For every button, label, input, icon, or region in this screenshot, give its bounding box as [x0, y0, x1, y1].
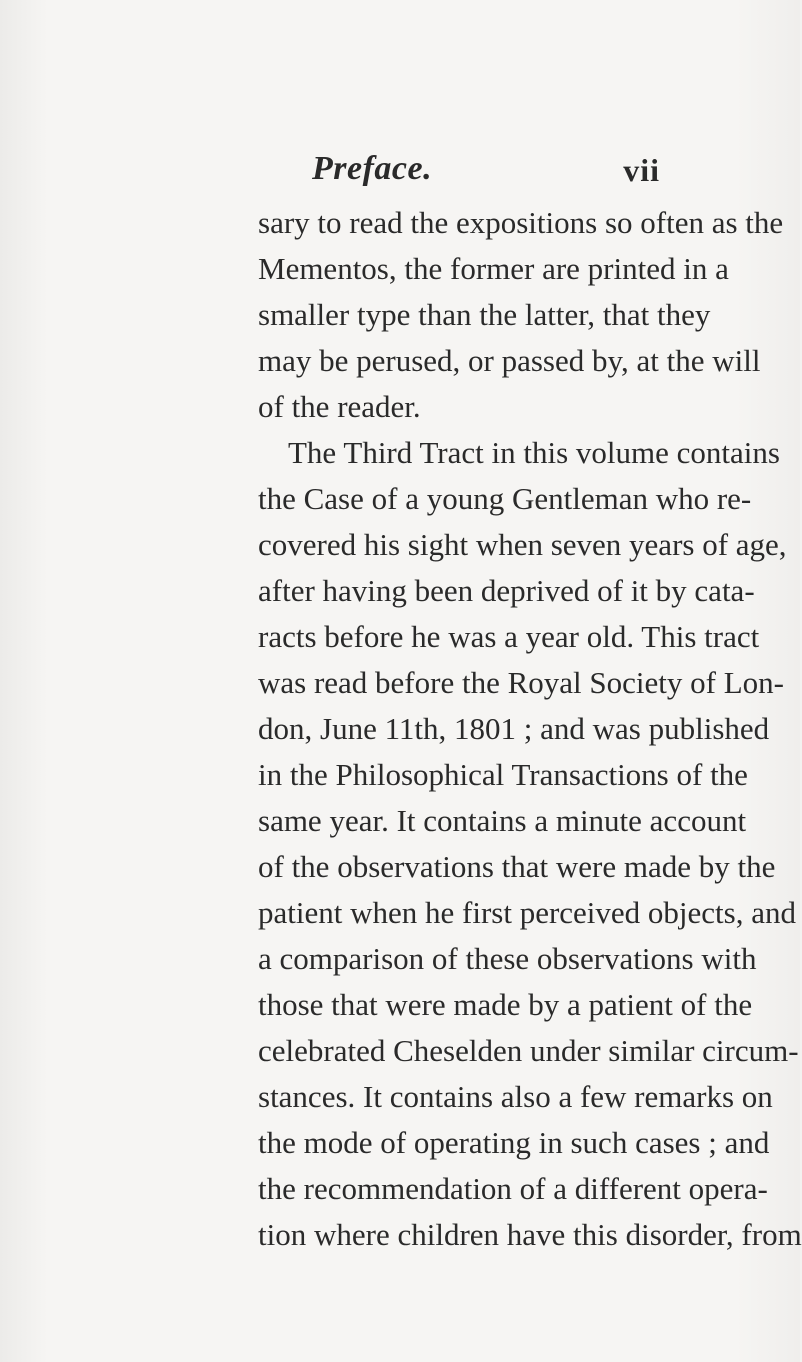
text-line: of the observations that were made by the [258, 849, 776, 884]
text-line: don, June 11th, 1801 ; and was published [258, 711, 770, 746]
text-line: racts before he was a year old. This tract [258, 619, 760, 654]
text-line: after having been deprived of it by cata- [258, 573, 755, 608]
text-line: in the Philosophical Transactions of the [258, 757, 748, 792]
text-line: those that were made by a patient of the [258, 987, 753, 1022]
text-line: the Case of a young Gentleman who re- [258, 481, 752, 516]
text-line: of the reader. [258, 389, 421, 424]
text-line: the mode of operating in such cases ; and [258, 1125, 770, 1160]
running-head: Preface. [312, 150, 433, 187]
text-line: sary to read the expositions so often as the [258, 205, 784, 240]
text-line: smaller type than the latter, that they [258, 297, 711, 332]
body-text [258, 200, 802, 1258]
text-line: tion where children have this disorder, from [258, 1217, 802, 1252]
page-header [312, 150, 660, 190]
text-line: same year. It contains a minute account [258, 803, 747, 838]
text-line: The Third Tract in this volume contains [288, 435, 780, 470]
page-number: vii [623, 152, 660, 188]
text-line: Mementos, the former are printed in a [258, 251, 729, 286]
text-line: patient when he first perceived objects, and [258, 895, 796, 930]
text-line: was read before the Royal Society of Lon- [258, 665, 784, 700]
text-line: the recommendation of a different opera- [258, 1171, 768, 1206]
text-line: stances. It contains also a few remarks on [258, 1079, 773, 1114]
text-line: a comparison of these observations with [258, 941, 757, 976]
text-line: covered his sight when seven years of age, [258, 527, 787, 562]
text-line: may be perused, or passed by, at the will [258, 343, 761, 378]
text-line: celebrated Cheselden under similar circum- [258, 1033, 799, 1068]
